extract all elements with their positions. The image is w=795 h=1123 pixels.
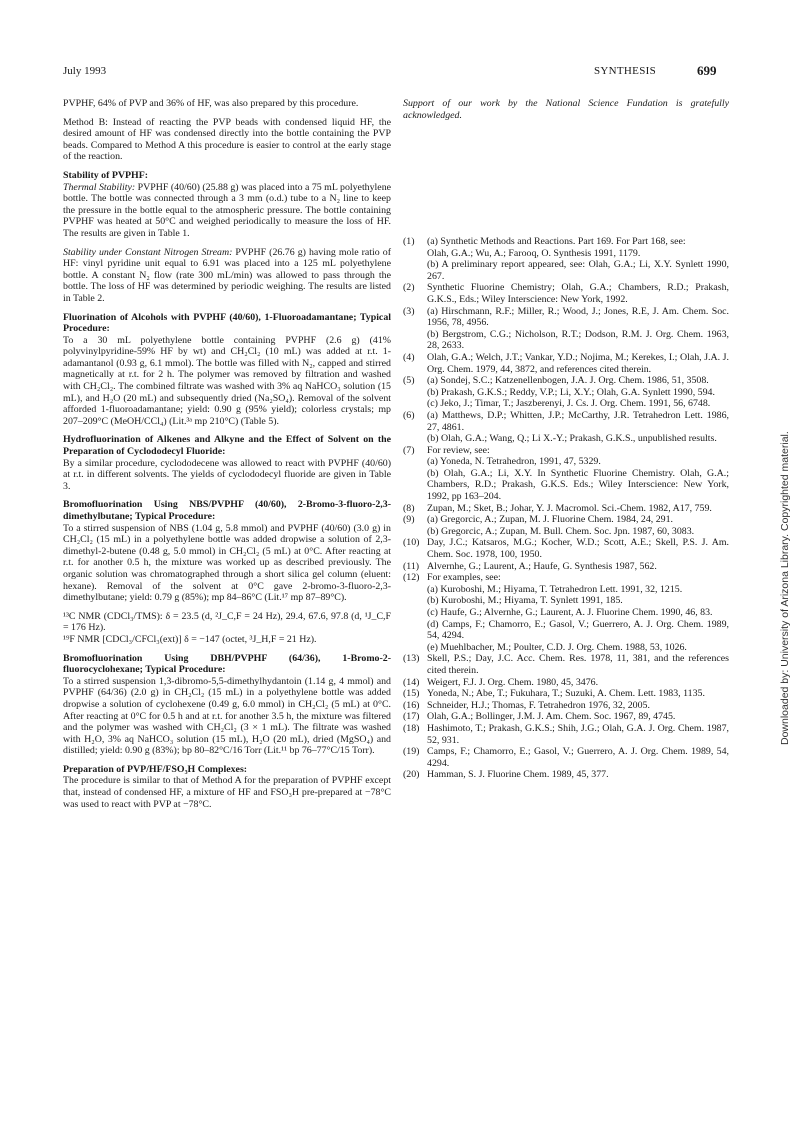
reference-text: Schneider, H.J.; Thomas, F. Tetrahedron 1976, 32, 2005.	[427, 699, 650, 711]
reference-item	[403, 375, 729, 410]
reference-number: (18)	[403, 722, 420, 734]
reference-item	[403, 723, 729, 746]
reference-text: (b) Olah, G.A.; Li, X.Y. In Synthetic Fluorine Chemistry. Olah, G.A.; Chambers, R.D.; Prakash, G.K.S. Eds.; Wiley Interscience: New York, 1992, pp 163–204.	[427, 467, 729, 503]
reference-number: (7)	[403, 444, 415, 456]
reference-text: (a) Synthetic Methods and Reactions. Part 169. For Part 168, see:	[427, 236, 686, 247]
reference-text: (a) Gregorcic, A.; Zupan, M. J. Fluorine Chem. 1984, 24, 291.	[427, 514, 674, 526]
body-paragraph: Method B: Instead of reacting the PVP beads with condensed liquid HF, the desired amount of HF was condensed directly into the bottle containing the PVP beads. Compared to Method A this procedure is easier to control at the early stage of the reaction.	[63, 116, 391, 163]
reference-text: Olah, G.A.; Wu, A.; Farooq, O. Synthesis 1991, 1179.	[427, 247, 641, 259]
reference-number: (6)	[403, 409, 415, 421]
reference-item	[403, 352, 729, 375]
body-paragraph: To a stirred suspension 1,3-dibromo-5,5-dimethylhydantoin (1.14 g, 4 mmol) and PVPHF (64/36) (2.0 g) in CH₂Cl₂ (15 mL) in a polyethylene bottle was added dropwise a solution of cyclohexene (0.49 g, 6.0 mmol) in CH₂Cl₂ (5 mL) at 0°C. After reacting at 0°C for 0.5 h and at r.t. for another 3.5 h, the mixture was filtered and the polymer was washed with CH₂Cl₂ (3 × 1 mL). The filtrate was washed with H₂O, 3% aq NaHCO₃ solution (15 mL), H₂O (20 mL), dried (MgSO₄) and distilled; yield: 0.90 g (83%); bp 80–82°C/16 Torr (Lit.¹¹ bp 76–77°C/15 Torr).	[63, 675, 391, 757]
reference-number: (11)	[403, 560, 420, 572]
reference-number: (13)	[403, 653, 420, 665]
reference-text: (b) A preliminary report appeared, see: Olah, G.A.; Li, X.Y. Synlett 1990, 267.	[427, 259, 729, 282]
reference-item	[403, 572, 729, 653]
references-list	[403, 236, 729, 781]
body-paragraph: To a stirred suspension of NBS (1.04 g, 5.8 mmol) and PVPHF (40/60) (3.0 g) in CH₂Cl₂ (15 mL) in a polyethylene bottle was added dropwise a solution of 2,3-dimethyl-2-butene (0.48 g, 5.0 mmol) in CH₂Cl₂ (5 mL) at 0°C. After reacting at r.t. for another 0.5 h, the mixture was worked up as described previously. The organic solution was chromatographed through a short silica gel column (eluent: hexane). Removal of the solvent at 0°C gave 2-bromo-3-fluoro-2,3-dimethylbutane; yield: 0.79 g (85%); mp 84–86°C (Lit.¹⁷ mp 87–89°C).	[63, 522, 391, 604]
reference-text: Zupan, M.; Sket, B.; Johar, Y. J. Macromol. Sci.-Chem. 1982, A17, 759.	[427, 502, 712, 514]
reference-item	[403, 306, 729, 352]
reference-text: (b) Gregorcic, A.; Zupan, M. Bull. Chem. Soc. Jpn. 1987, 60, 3083.	[427, 525, 695, 537]
reference-text: (c) Haufe, G.; Alvernhe, G.; Laurent, A. J. Fluorine Chem. 1990, 46, 83.	[427, 607, 713, 618]
reference-item	[403, 410, 729, 445]
reference-number: (19)	[403, 746, 420, 758]
section-heading: Preparation of PVP/HF/FSO₃H Complexes:	[63, 763, 248, 775]
reference-text: (b) Bergstrom, C.G.; Nicholson, R.T.; Dodson, R.M. J. Org. Chem. 1963, 28, 2633.	[427, 328, 729, 352]
reference-text: (a) Kuroboshi, M.; Hiyama, T. Tetrahedron Lett. 1991, 32, 1215.	[427, 583, 683, 595]
reference-number: (14)	[403, 676, 420, 688]
paragraph-lead: Stability under Constant Nitrogen Stream:	[63, 246, 233, 258]
reference-item	[403, 769, 729, 781]
reference-text: (a) Yoneda, N. Tetrahedron, 1991, 47, 5329.	[427, 456, 601, 468]
reference-item	[403, 677, 729, 689]
reference-text: (d) Camps, F.; Chamorro, E.; Gasol, V.; Guerrero, A. J. Org. Chem. 1989, 54, 4294.	[427, 618, 729, 642]
left-column-body	[63, 98, 391, 817]
reference-text: Camps, F.; Chamorro, E.; Gasol, V.; Guerrero, A. J. Org. Chem. 1989, 54, 4294.	[427, 746, 729, 769]
reference-item	[403, 561, 729, 573]
reference-item	[403, 746, 729, 769]
paragraph-text: PVPHF (26.76 g) having mole ratio of HF: vinyl pyridine unit equal to 6.91 was placed into a 125 mL polyethylene bottle. A constant N₂ flow (rate 300 mL/min) was allowed to pass through the bottle. The loss of HF was determined by periodic weighing. The results are listed in Table 2.	[63, 246, 391, 304]
reference-item	[403, 700, 729, 712]
reference-text: (b) Prakash, G.K.S.; Reddy, V.P.; Li, X.Y.; Olah, G.A. Synlett 1990, 594.	[427, 386, 715, 398]
body-paragraph	[63, 247, 391, 305]
running-header-date: July 1993	[63, 65, 107, 77]
reference-text: Yoneda, N.; Abe, T.; Fukuhara, T.; Suzuki, A. Chem. Lett. 1983, 1135.	[427, 688, 705, 700]
body-paragraph: The procedure is similar to that of Method A for the preparation of PVPHF except that, instead of condensed HF, a mixture of HF and FSO₃H pre-prepared at −78°C was used to react with PVP at −78°C.	[63, 775, 391, 810]
reference-item	[403, 653, 729, 676]
reference-text: (a) Sondej, S.C.; Katzenellenbogen, J.A. J. Org. Chem. 1986, 51, 3508.	[427, 375, 709, 387]
reference-text: (c) Jeko, J.; Timar, T.; Jaszberenyi, J. Cs. J. Org. Chem. 1991, 56, 6748.	[427, 398, 711, 410]
reference-text: For examples, see:	[427, 572, 501, 584]
reference-number: (8)	[403, 502, 415, 514]
body-paragraph: By a similar procedure, cyclododecene was allowed to react with PVPHF (40/60) at r.t. in different solvents. The yields of cyclododecyl fluoride are given in Table 3.	[63, 457, 391, 492]
download-note: Downloaded by: University of Arizona Library. Copyrighted material.	[779, 431, 791, 745]
paragraph-lead: Thermal Stability:	[63, 181, 136, 193]
reference-text: Hashimoto, T.; Prakash, G.K.S.; Shih, J.G.; Olah, G.A. J. Org. Chem. 1987, 52, 931.	[427, 722, 729, 746]
body-paragraph: ¹⁹F NMR [CDCl₃/CFCl₃(ext)] δ = −147 (octet, ³J_H,F = 21 Hz).	[63, 633, 317, 645]
reference-text: Hamman, S. J. Fluorine Chem. 1989, 45, 377.	[427, 769, 609, 781]
reference-number: (15)	[403, 688, 420, 700]
body-paragraph	[63, 182, 391, 240]
section-heading: Stability of PVPHF:	[63, 169, 149, 181]
reference-number: (20)	[403, 769, 420, 781]
reference-item	[403, 688, 729, 700]
reference-number: (10)	[403, 537, 420, 549]
section-heading: Hydrofluorination of Alkenes and Alkyne and the Effect of Solvent on the Preparation of Cyclododecyl Fluoride:	[63, 434, 391, 458]
reference-number: (2)	[403, 282, 415, 294]
reference-text: (b) Kuroboshi, M.; Hiyama, T. Synlett 1991, 185.	[427, 595, 623, 607]
body-paragraph: PVPHF, 64% of PVP and 36% of HF, was also prepared by this procedure.	[63, 98, 359, 109]
reference-item	[403, 236, 729, 282]
page-number: 699	[697, 63, 717, 78]
section-heading: Bromofluorination Using NBS/PVPHF (40/60), 2-Bromo-3-fluoro-2,3-dimethylbutane; Typical Procedure:	[63, 499, 391, 522]
reference-text: Alvernhe, G.; Laurent, A.; Haufe, G. Synthesis 1987, 562.	[427, 560, 657, 572]
acknowledgement: Support of our work by the National Science Fundation is gratefully acknowledged.	[403, 98, 729, 121]
reference-item	[403, 445, 729, 503]
reference-text: (b) Olah, G.A.; Wang, Q.; Li X.-Y.; Prakash, G.K.S., unpublished results.	[427, 433, 717, 445]
reference-text: For review, see:	[427, 444, 490, 456]
body-paragraph: To a 30 mL polyethylene bottle containing PVPHF (2.6 g) (41% polyvinylpyridine-59% HF by wt) and CH₂Cl₂ (10 mL) was added at r.t. 1-adamantanol (0.93 g, 6.1 mmol). The bottle was filled with N₂, capped and stirred magnetically at r.t. for 2 h. The polymer was removed by filtration and washed with CH₂Cl₂. The combined filtrate was washed with 3% aq NaHCO₃ solution (15 mL), and H₂O (20 mL) and subsequently dried (Na₂SO₄). Removal of the solvent afforded 1-fluoroadamantane; yield: 0.90 g (95% yield); colorless crystals; mp 207–209°C (MeOH/CCl₄) (Lit.³ᵃ mp 210°C) (Table 5).	[63, 334, 391, 427]
reference-item	[403, 503, 729, 515]
right-column-body	[403, 98, 729, 128]
reference-number: (12)	[403, 572, 420, 584]
reference-number: (9)	[403, 514, 415, 526]
reference-text: (a) Hirschmann, R.F.; Miller, R.; Wood, J.; Jones, R.E, J. Am. Chem. Soc. 1956, 78, 4956.	[427, 305, 729, 329]
body-paragraph: ¹³C NMR (CDCl₃/TMS): δ = 23.5 (d, ²J_C,F = 24 Hz), 29.4, 67.6, 97.8 (d, ¹J_C,F = 176 Hz).	[63, 610, 391, 634]
paragraph-text: PVPHF (40/60) (25.88 g) was placed into a 75 mL polyethylene bottle. The bottle was connected through a 3 mm (o.d.) tube to a N₂ line to keep the pressure in the bottle equal to the atmospheric pressure. The bottle containing PVPHF was heated at 50°C and weighed periodically to measure the loss of HF. The results are given in Table 1.	[63, 181, 392, 239]
reference-number: (4)	[403, 351, 415, 363]
reference-number: (3)	[403, 305, 415, 317]
reference-number: (5)	[403, 375, 415, 387]
reference-item	[403, 282, 729, 305]
reference-text: (a) Matthews, D.P.; Whitten, J.P.; McCarthy, J.R. Tetrahedron Lett. 1986, 27, 4861.	[427, 409, 729, 433]
reference-text: Olah, G.A.; Welch, J.T.; Vankar, Y.D.; Nojima, M.; Kerekes, I.; Olah, J.A. J. Org. Chem. 1979, 44, 3872, and references cited therein.	[427, 351, 729, 375]
reference-text: Olah, G.A.; Bollinger, J.M. J. Am. Chem. Soc. 1967, 89, 4745.	[427, 711, 676, 723]
reference-item	[403, 514, 729, 537]
section-heading: Fluorination of Alcohols with PVPHF (40/60), 1-Fluoroadamantane; Typical Procedure:	[63, 311, 391, 335]
running-header-journal: SYNTHESIS	[594, 65, 656, 77]
section-heading: Bromofluorination Using DBH/PVPHF (64/36), 1-Bromo-2-fluorocyclohexane; Typical Procedure:	[63, 652, 391, 676]
reference-number: (16)	[403, 699, 420, 711]
reference-text: Weigert, F.J. J. Org. Chem. 1980, 45, 3476.	[427, 676, 599, 688]
reference-item	[403, 537, 729, 560]
reference-item	[403, 711, 729, 723]
reference-text: Day, J.C.; Katsaros, M.G.; Kocher, W.D.; Scott, A.E.; Skell, P.S. J. Am. Chem. Soc. 1978, 100, 1950.	[427, 537, 729, 561]
reference-text: (e) Muehlbacher, M.; Poulter, C.D. J. Org. Chem. 1988, 53, 1026.	[427, 641, 687, 653]
reference-number: (1)	[403, 236, 415, 247]
reference-text: Skell, P.S.; Day, J.C. Acc. Chem. Res. 1978, 11, 381, and the references cited therein.	[427, 653, 729, 676]
reference-text: Synthetic Fluorine Chemistry; Olah, G.A.; Chambers, R.D.; Prakash, G.K.S., Eds.; Wiley Interscience: New York, 1992.	[427, 282, 729, 305]
reference-number: (17)	[403, 711, 420, 723]
